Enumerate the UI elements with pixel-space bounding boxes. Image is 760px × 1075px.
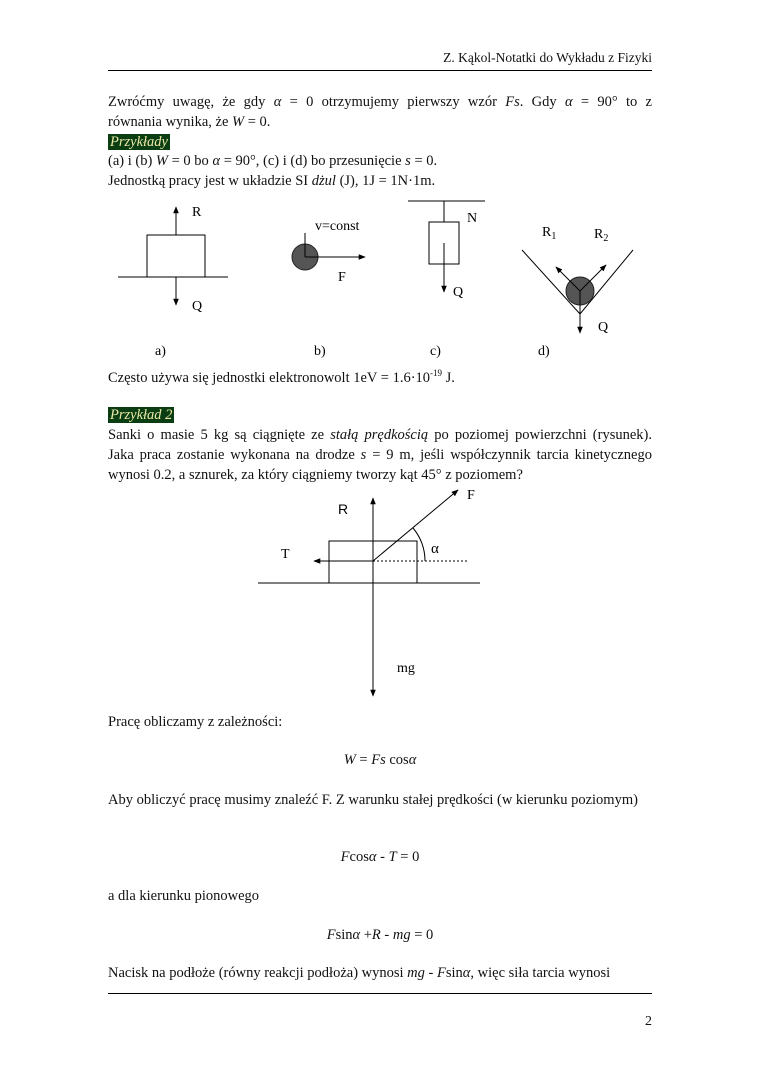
figure-a-caption: a) [155,344,166,359]
sled-pull-arrow [373,490,458,561]
figure-examples-abcd [0,190,760,365]
figure-c-label-n: N [467,211,478,226]
example2-line-1: Sanki o masie 5 kg są ciągnięte ze stałą prędkością po poziomej powierzchni (rysunek). [108,427,652,443]
example2-line-3: wynosi 0.2, a sznurek, za który ciągniemy tworzy kąt 45° z poziomem? [108,467,523,483]
example2-line-2: Jaka praca zostanie wykonana na drodze s = 9 m, jeśli współczynnik tarcia kinetycznego [108,447,652,463]
figure-b-label-f: F [338,270,346,285]
horizontal-condition-text: Aby obliczyć pracę musimy znaleźć F. Z warunku stałej prędkości (w kierunku poziomym) [108,792,638,808]
footer-rule [108,993,652,994]
example2-heading: Przykład 2 [110,407,173,423]
work-equation: W = Fs cosα [343,752,417,768]
figure-d-label-q: Q [598,320,609,335]
page-header: Z. Kąkol-Notatki do Wykładu z Fizyki [443,50,652,65]
pressure-line: Nacisk na podłoże (równy reakcji podłoża) wynosi mg - Fsinα, więc siła tarcia wynosi [108,965,611,981]
examples-line-2: Jednostką pracy jest w układzie SI dżul (J), 1J = 1N·1m. [108,173,436,189]
intro-line-1: Zwróćmy uwagę, że gdy α = 0 otrzymujemy pierwszy wzór Fs. Gdy α = 90° to z [108,94,652,110]
figure-sled [0,485,760,705]
figure-d [522,225,633,359]
figure-a-label-q: Q [192,299,203,314]
sled-angle-arc [413,528,425,561]
figure-a-block [147,235,205,277]
work-intro: Pracę obliczamy z zależności: [108,714,283,730]
figure-c-caption: c) [430,344,441,359]
header-rule [108,70,652,71]
vertical-condition-text: a dla kierunku pionowego [108,888,260,904]
sled-label-mg: mg [397,661,415,676]
figure-c-label-q: Q [453,285,464,300]
figure-b-label-velocity: v=const [315,219,360,234]
page-number: 2 [645,1014,652,1029]
figure-c [408,201,485,359]
intro-line-2: równania wynika, że W = 0. [108,114,271,130]
figure-b [292,219,365,359]
figure-d-label-r2: $R_2$ [594,227,609,244]
electronvolt-line: Często używa się jednostki elektronowolt $1eV = 1.6\cdot 10^{-19}$ J. [108,368,455,386]
sled-label-f: F [467,488,475,503]
figure-a [118,205,228,359]
figure-d-caption: d) [538,344,550,359]
figure-d-label-r1: $R_1$ [542,225,557,242]
figure-b-caption: b) [314,344,326,359]
sled-label-t: T [281,547,290,562]
examples-line-1: (a) i (b) W = 0 bo α = 90°, (c) i (d) bo przesunięcie s = 0. [108,153,438,169]
horizontal-equation: Fcosα - T = 0 [340,849,420,865]
vertical-equation: Fsinα +R - mg = 0 [326,927,434,943]
figure-a-label-r: R [192,205,202,220]
examples-heading: Przykłady [110,134,168,150]
sled-label-alpha: α [431,541,439,557]
sled-label-r: R [338,501,349,517]
